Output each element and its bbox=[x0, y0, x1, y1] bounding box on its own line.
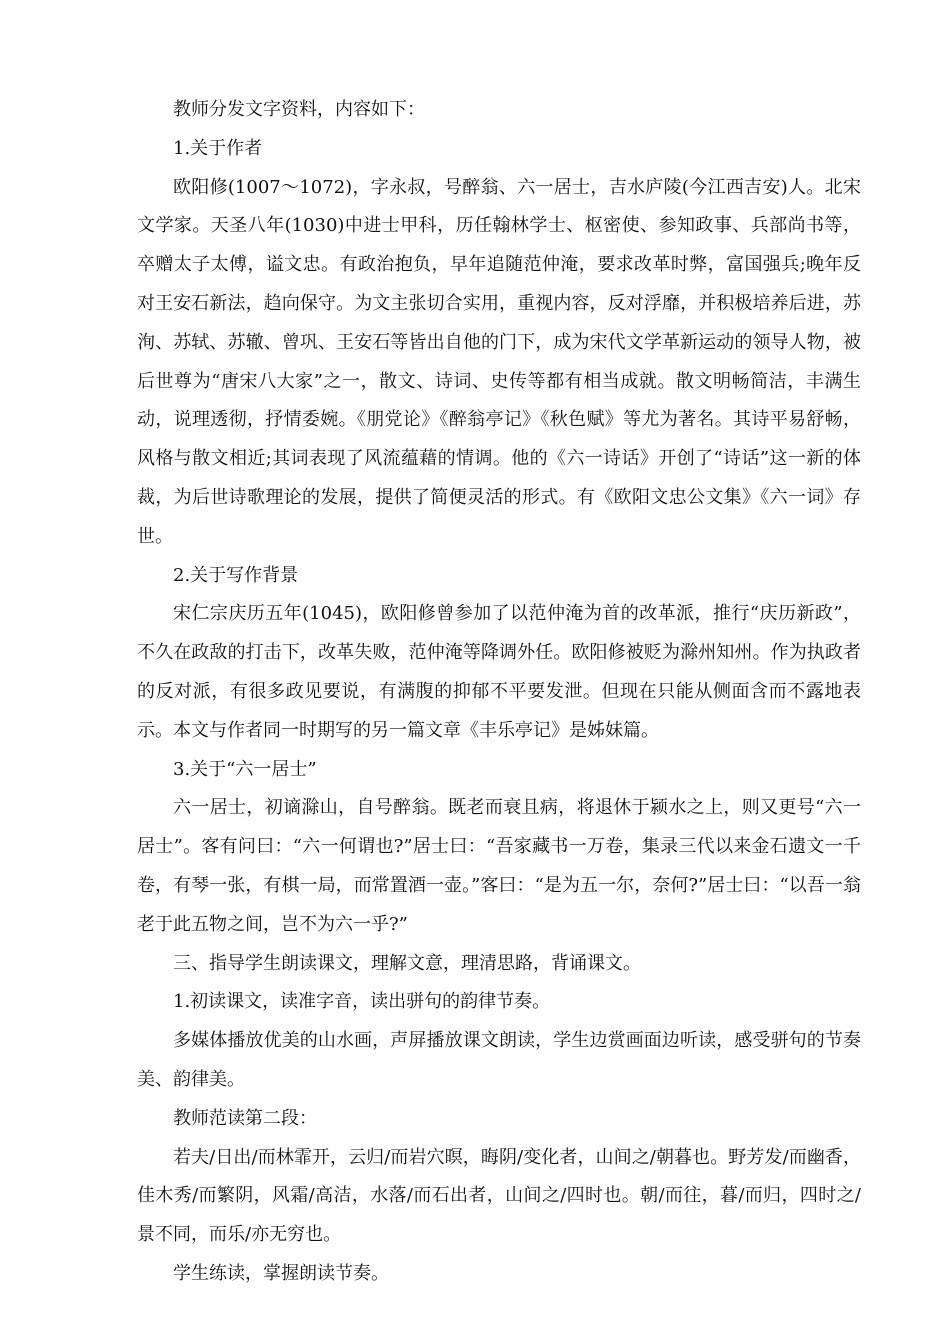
section-heading-reading: 三、指导学生朗读课文，理解文意，理清思路，背诵课文。 bbox=[173, 952, 641, 974]
text-rhythm-paragraph: 若夫/日出/而林霏开，云归/而岩穴暝，晦阴/变化者，山间之/朝暮也。野芳发/而幽香，佳木秀/而繁阴，风霜/高洁，水落/而石出者，山间之/四时也。朝/而往，暮/而归，四时之/景不同，而乐/亦无穷也。 bbox=[137, 1146, 861, 1246]
section-heading-liuyi: 3.关于“六一居士” bbox=[173, 758, 317, 780]
background-paragraph: 宋仁宗庆历五年(1045)，欧阳修曾参加了以范仲淹为首的改革派，推行“庆历新政”，不久在政敌的打击下，改革失败，范仲淹等降调外任。欧阳修被贬为滁州知州。作为执政者的反对派，有很多政见要说，有满腹的抑郁不平要发泄。但现在只能从侧面含而不露地表示。本文与作者同一时期写的另一篇文章《丰乐亭记》是姊妹篇。 bbox=[137, 603, 861, 741]
section-heading-author: 1.关于作者 bbox=[173, 137, 263, 159]
liuyi-paragraph: 六一居士，初谪滁山，自号醉翁。既老而衰且病，将退休于颍水之上，则又更号“六一居士”。客有问曰：“六一何谓也?”居士曰：“吾家藏书一万卷，集录三代以来金石遗文一千卷，有琴一张，有棋一局，而常置酒一壶。”客曰：“是为五一尔，奈何?”居士曰：“以吾一翁老于此五物之间，岂不为六一乎?” bbox=[137, 797, 861, 935]
document-body bbox=[137, 91, 861, 1294]
author-paragraph: 欧阳修(1007～1072)，字永叔，号醉翁、六一居士，吉水庐陵(今江西吉安)人。北宋文学家。天圣八年(1030)中进士甲科，历任翰林学士、枢密使、参知政事、兵部尚书等，卒赠太子太傅，谥文忠。有政治抱负，早年追随范仲淹，要求改革时弊，富国强兵;晚年反对王安石新法，趋向保守。为文主张切合实用，重视内容，反对浮靡，并积极培养后进，苏洵、苏轼、苏辙、曾巩、王安石等皆出自他的门下，成为宋代文学革新运动的领导人物，被后世尊为“唐宋八大家”之一，散文、诗词、史传等都有相当成就。散文明畅简洁，丰满生动，说理透彻，抒情委婉。《朋党论》《醉翁亭记》《秋色赋》等尤为著名。其诗平易舒畅，风格与散文相近;其词表现了风流蕴藉的情调。他的《六一诗话》开创了“诗话”这一新的体裁，为后世诗歌理论的发展，提供了简便灵活的形式。有《欧阳文忠公文集》《六一词》存世。 bbox=[137, 176, 861, 547]
intro-paragraph: 教师分发文字资料，内容如下： bbox=[173, 99, 425, 120]
student-practice-paragraph: 学生练读，掌握朗读节奏。 bbox=[173, 1262, 389, 1284]
section-heading-background: 2.关于写作背景 bbox=[173, 564, 299, 586]
reading-step-heading: 1.初读课文，读准字音，读出骈句的韵律节奏。 bbox=[173, 991, 551, 1013]
multimedia-paragraph: 多媒体播放优美的山水画，声屏播放课文朗读，学生边赏画面边听读，感受骈句的节奏美、韵律美。 bbox=[137, 1030, 861, 1090]
teacher-reading-label: 教师范读第二段： bbox=[173, 1107, 317, 1129]
